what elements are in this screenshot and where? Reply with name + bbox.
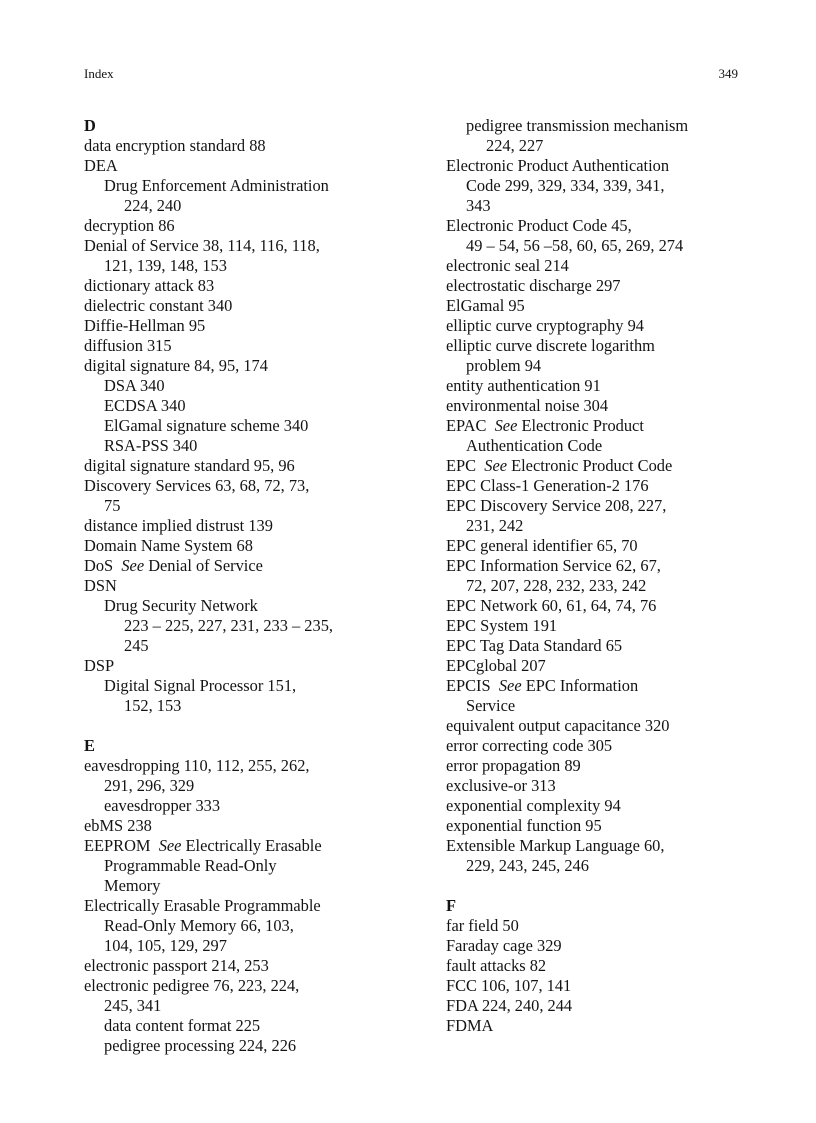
index-entry: Faraday cage 329 [446, 936, 562, 955]
index-entry-continuation: 152, 153 [124, 696, 182, 715]
index-entry: dielectric constant 340 [84, 296, 233, 315]
index-entry-continuation: DSA 340 [104, 376, 165, 395]
index-entry: exponential function 95 [446, 816, 602, 835]
index-entry: far field 50 [446, 916, 519, 935]
index-entry: exponential complexity 94 [446, 796, 621, 815]
index-entry-see-reference [84, 556, 404, 576]
index-entry: digital signature 84, 95, 174 [84, 356, 268, 375]
index-entry-continuation: data content format 225 [104, 1016, 261, 1035]
section-gap [84, 716, 404, 736]
page-number: 349 [718, 66, 738, 81]
index-entry: DEA [84, 156, 118, 175]
index-entry-continuation: 343 [466, 196, 491, 215]
page-header [84, 66, 738, 84]
index-entry: Denial of Service 38, 114, 116, 118, [84, 236, 320, 255]
index-entry: ElGamal 95 [446, 296, 525, 315]
index-entry: distance implied distrust 139 [84, 516, 273, 535]
index-entry: Electronic Product Code 45, [446, 216, 632, 235]
index-entry-see-reference [446, 456, 746, 476]
index-entry: DSP [84, 656, 115, 675]
index-entry: electrostatic discharge 297 [446, 276, 621, 295]
index-entry-continuation: ECDSA 340 [104, 396, 186, 415]
index-entry: EPC Information Service 62, 67, [446, 556, 661, 575]
index-entry: Diffie-Hellman 95 [84, 316, 206, 335]
index-entry-continuation: RSA-PSS 340 [104, 436, 198, 455]
index-entry: EPC Discovery Service 208, 227, [446, 496, 667, 515]
section-letter: E [84, 736, 95, 755]
entry-term: EPCIS [446, 676, 499, 695]
see-label: See [484, 456, 508, 475]
index-entry: diffusion 315 [84, 336, 172, 355]
index-entry: FCC 106, 107, 141 [446, 976, 572, 995]
index-entry-continuation: 229, 243, 245, 246 [466, 856, 589, 875]
see-label: See [498, 676, 522, 695]
entry-term: EPC [446, 456, 485, 475]
index-column-right [446, 116, 746, 1036]
index-entry: EPCglobal 207 [446, 656, 546, 675]
index-entry-continuation: ElGamal signature scheme 340 [104, 416, 309, 435]
index-entry: Extensible Markup Language 60, [446, 836, 665, 855]
index-entry-continuation: Read-Only Memory 66, 103, [104, 916, 294, 935]
section-letter: F [446, 896, 457, 915]
see-target: Electrically Erasable [181, 836, 322, 855]
index-entry: elliptic curve discrete logarithm [446, 336, 655, 355]
running-title: Index [84, 66, 114, 81]
index-entry: FDMA [446, 1016, 494, 1035]
index-entry: electronic seal 214 [446, 256, 569, 275]
index-entry: electronic passport 214, 253 [84, 956, 269, 975]
index-entry: fault attacks 82 [446, 956, 547, 975]
index-entry-continuation: 224, 227 [486, 136, 544, 155]
index-entry-continuation: 245 [124, 636, 149, 655]
index-entry: FDA 224, 240, 244 [446, 996, 573, 1015]
see-target: EPC Information [521, 676, 639, 695]
index-entry: eavesdropping 110, 112, 255, 262, [84, 756, 310, 775]
index-entry-continuation: pedigree processing 224, 226 [104, 1036, 297, 1055]
index-entry-see-reference [446, 676, 746, 696]
index-entry-continuation: Digital Signal Processor 151, [104, 676, 297, 695]
index-entry-continuation: Authentication Code [466, 436, 603, 455]
index-entry-continuation: pedigree transmission mechanism [466, 116, 689, 135]
index-entry: EPC System 191 [446, 616, 558, 635]
index-entry: exclusive-or 313 [446, 776, 556, 795]
index-entry: elliptic curve cryptography 94 [446, 316, 644, 335]
index-entry: equivalent output capacitance 320 [446, 716, 670, 735]
index-entry: digital signature standard 95, 96 [84, 456, 295, 475]
index-entry-continuation: 75 [104, 496, 121, 515]
see-target: Denial of Service [144, 556, 263, 575]
index-column-left [84, 116, 404, 1056]
index-entry-continuation: 224, 240 [124, 196, 182, 215]
index-entry-continuation: 104, 105, 129, 297 [104, 936, 227, 955]
index-entry-continuation: problem 94 [466, 356, 542, 375]
index-entry-continuation: 231, 242 [466, 516, 524, 535]
index-entry: dictionary attack 83 [84, 276, 215, 295]
see-label: See [158, 836, 182, 855]
index-entry: error propagation 89 [446, 756, 581, 775]
section-letter: D [84, 116, 96, 135]
index-entry-continuation: Drug Security Network [104, 596, 258, 615]
index-entry-continuation: eavesdropper 333 [104, 796, 221, 815]
index-entry-continuation: 245, 341 [104, 996, 162, 1015]
index-entry: Electronic Product Authentication [446, 156, 670, 175]
index-entry: entity authentication 91 [446, 376, 601, 395]
section-gap [446, 876, 746, 896]
index-entry-continuation: 223 – 225, 227, 231, 233 – 235, [124, 616, 333, 635]
entry-term: EPAC [446, 416, 495, 435]
index-entry-continuation: Programmable Read-Only [104, 856, 277, 875]
index-entry: Discovery Services 63, 68, 72, 73, [84, 476, 310, 495]
index-entry-continuation: Memory [104, 876, 161, 895]
index-entry: electronic pedigree 76, 223, 224, [84, 976, 300, 995]
index-entry-continuation: 121, 139, 148, 153 [104, 256, 227, 275]
index-entry: environmental noise 304 [446, 396, 609, 415]
index-entry-continuation: 49 – 54, 56 –58, 60, 65, 269, 274 [466, 236, 684, 255]
index-entry-continuation: 72, 207, 228, 232, 233, 242 [466, 576, 647, 595]
index-entry: data encryption standard 88 [84, 136, 266, 155]
entry-term: DoS [84, 556, 122, 575]
index-entry: EPC Tag Data Standard 65 [446, 636, 623, 655]
index-entry: DSN [84, 576, 117, 595]
index-entry-continuation: Drug Enforcement Administration [104, 176, 329, 195]
index-entry: error correcting code 305 [446, 736, 613, 755]
index-entry: Domain Name System 68 [84, 536, 253, 555]
index-entry: decryption 86 [84, 216, 175, 235]
index-entry: ebMS 238 [84, 816, 152, 835]
index-entry-continuation: Service [466, 696, 516, 715]
index-entry-see-reference [446, 416, 746, 436]
see-target: Electronic Product Code [507, 456, 673, 475]
index-entry-continuation: 291, 296, 329 [104, 776, 195, 795]
entry-term: EEPROM [84, 836, 159, 855]
see-label: See [121, 556, 145, 575]
see-target: Electronic Product [517, 416, 644, 435]
index-entry: Electrically Erasable Programmable [84, 896, 321, 915]
index-entry-see-reference [84, 836, 404, 856]
index-entry: EPC Class-1 Generation-2 176 [446, 476, 649, 495]
index-entry: EPC general identifier 65, 70 [446, 536, 638, 555]
see-label: See [494, 416, 518, 435]
index-entry-continuation: Code 299, 329, 334, 339, 341, [466, 176, 665, 195]
index-entry: EPC Network 60, 61, 64, 74, 76 [446, 596, 657, 615]
